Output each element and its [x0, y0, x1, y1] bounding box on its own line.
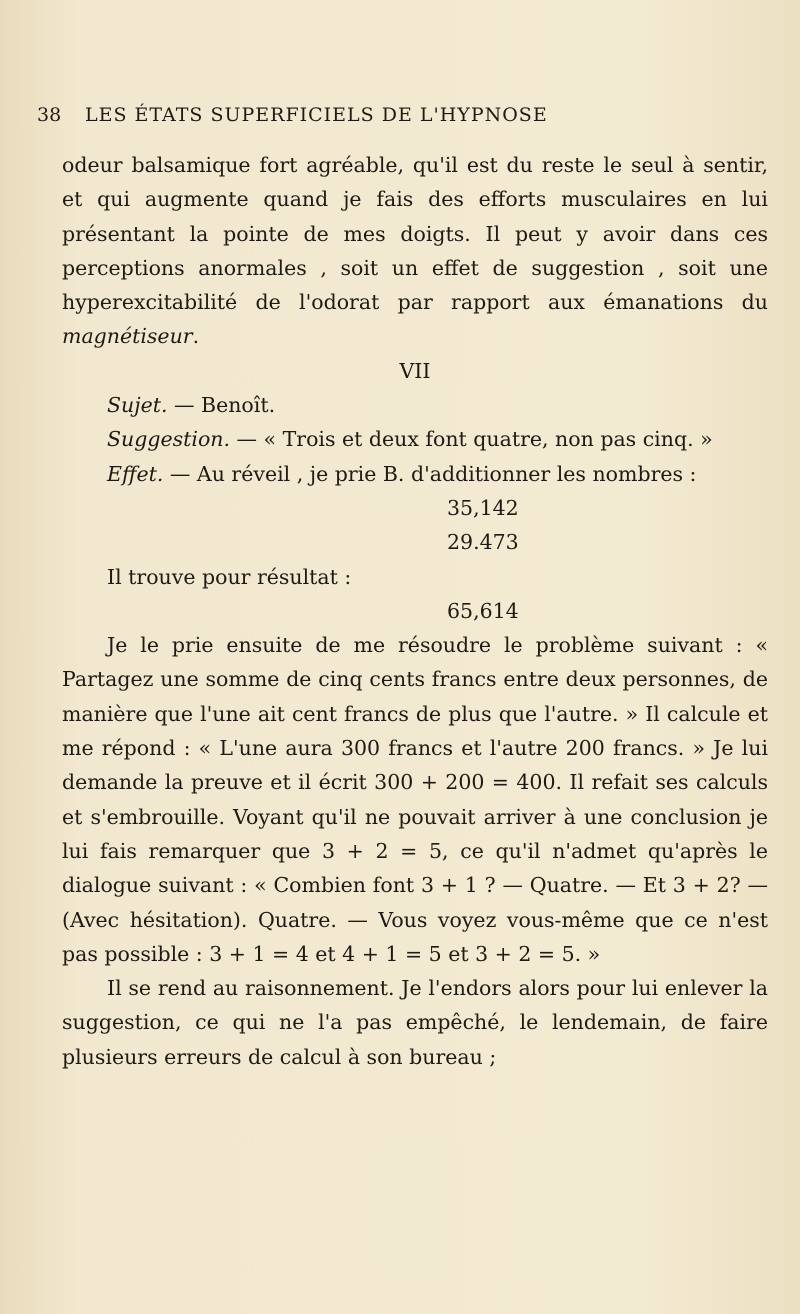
sujet-label: Sujet. — [107, 393, 168, 418]
body-text — [62, 148, 768, 1074]
section-number: VII — [399, 358, 431, 383]
running-title: LES ÉTATS SUPERFICIELS DE L'HYPNOSE — [85, 104, 548, 126]
result-text: Il trouve pour résultat : — [107, 564, 352, 589]
paragraph-final: Il se rend au raisonnement. Je l'endors alors pour lui enlever la suggestion, ce qui ne l'a pas empêché, le lendemain, de faire plusieurs erreurs de calcul à son bureau ; — [62, 976, 768, 1069]
italic-magnetiseur: magnétiseur — [62, 324, 193, 349]
result-number: 65,614 — [447, 598, 519, 623]
page-number: 38 — [37, 104, 62, 126]
page-header — [37, 104, 757, 130]
sujet-line: Sujet. — Benoît. — [107, 393, 276, 418]
suggestion-label: Suggestion. — [107, 427, 230, 452]
effet-label: Effet. — [107, 461, 164, 486]
paragraph-odeur: odeur balsamique fort agréable, qu'il est du reste le seul à sentir, et qui augmente quand je fais des efforts musculaires en lui présentant la pointe de mes doigts. Il peut y avoir dans ces perceptions anormales , soit un effet de suggestion , soit une hyperexcitabilité de l'odorat par rapport aux émanations du magnétiseur. — [62, 153, 768, 349]
addend-1: 35,142 — [447, 495, 519, 520]
suggestion-paragraph: Suggestion. — « Trois et deux font quatre, non pas cinq. » — [107, 427, 713, 452]
addend-2: 29.473 — [447, 530, 519, 555]
paragraph-problem: Je le prie ensuite de me résoudre le problème suivant : « Partagez une somme de cinq cents francs entre deux personnes, de manière que l'une ait cent francs de plus que l'autre. » Il calcule et me répond : « L'une aura 300 francs et l'autre 200 francs. » Je lui demande la preuve et il écrit 300 + 200 = 400. Il refait ses calculs et s'embrouille. Voyant qu'il ne pouvait arriver à une conclusion je lui fais remarquer que 3 + 2 = 5, ce qu'il n'admet qu'après le dialogue suivant : « Combien font 3 + 1 ? — Quatre. — Et 3 + 2? — (Avec hésitation). Quatre. — Vous voyez vous-même que ce n'est pas possible : 3 + 1 = 4 et 4 + 1 = 5 et 3 + 2 = 5. » — [62, 633, 768, 966]
effet-paragraph: Effet. — Au réveil , je prie B. d'additionner les nombres : — [107, 461, 697, 486]
